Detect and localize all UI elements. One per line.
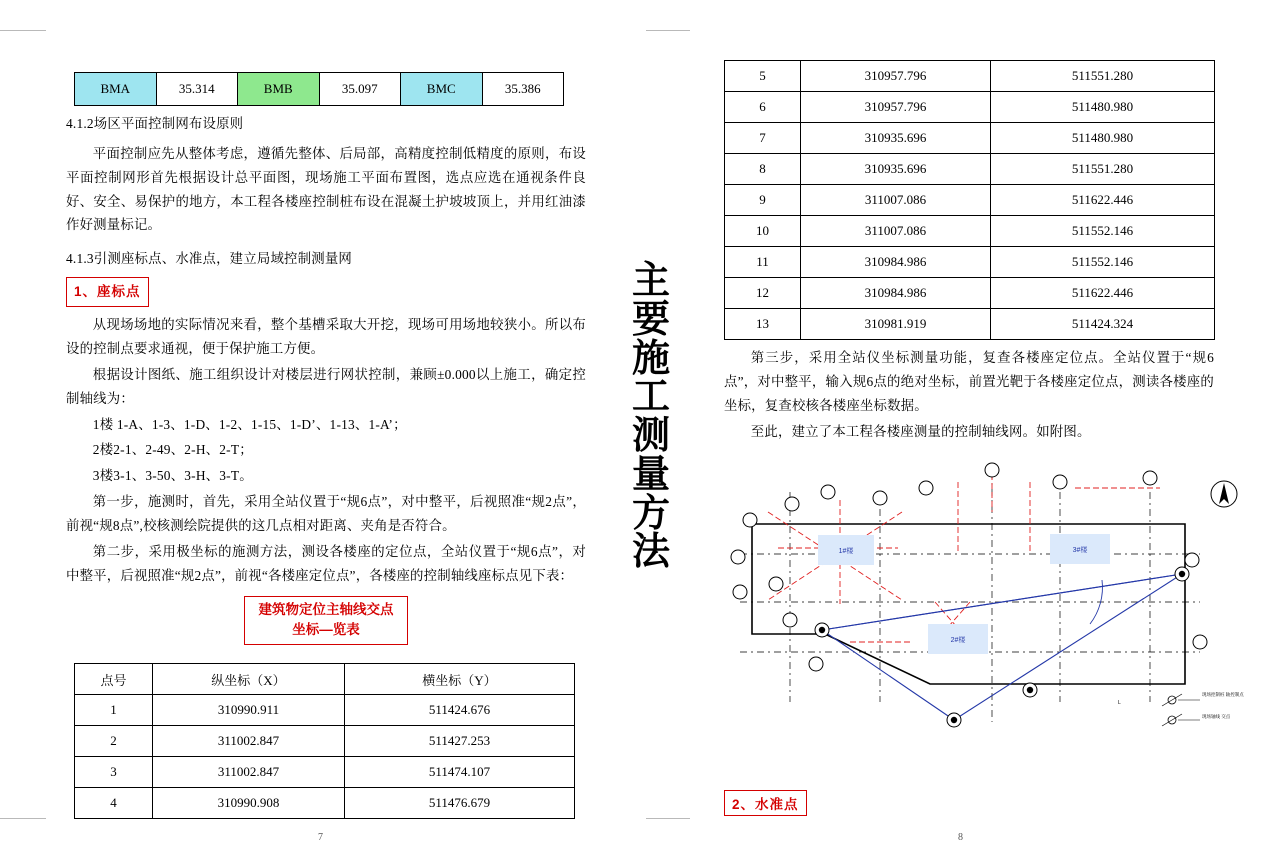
legend-text-1: 现场控制桩 轴控制点 xyxy=(1202,692,1244,697)
heading-4-1-3: 4.1.3引测座标点、水准点，建立局域控制测量网 xyxy=(66,251,353,267)
coordinate-point-label-wrap xyxy=(66,277,586,307)
cell-x: 310935.696 xyxy=(801,123,991,154)
cell-point-no: 13 xyxy=(725,309,801,340)
room-label-2: 3#楼 xyxy=(1072,547,1088,554)
axis-building-2: 2楼2-1、2-49、2-H、2-T； xyxy=(92,442,253,458)
cell-point-no: 4 xyxy=(75,788,153,819)
table-row xyxy=(725,154,1215,185)
cell-point-no: 11 xyxy=(725,247,801,278)
bm-a-label: BMA xyxy=(75,73,157,106)
coordinate-point-redbox: 1、座标点 xyxy=(66,277,149,307)
paragraph-step-1: 第一步，施测时，首先，采用全站仪置于“规6点”，对中整平，后视照准“规2点”，前视“规8点”,校核测绘院提供的这几点相对距离、夹角是否符合。 xyxy=(66,494,586,534)
right-page xyxy=(690,0,1284,848)
table-row xyxy=(725,309,1215,340)
cell-x: 310981.919 xyxy=(801,309,991,340)
cell-x: 310984.986 xyxy=(801,278,991,309)
cell-y: 511476.679 xyxy=(345,788,575,819)
paragraph-site-condition: 从现场场地的实际情况来看，整个基槽采取大开挖，现场可用场地较狭小。所以布设的控制点要求通视，便于保护施工方便。 xyxy=(66,317,586,357)
col-header-y: 横坐标（Y） xyxy=(345,664,575,695)
benchmark-table xyxy=(74,72,564,106)
coord-table-title xyxy=(244,596,408,646)
cell-y: 511552.146 xyxy=(991,247,1215,278)
compass-icon xyxy=(1211,481,1237,507)
axis-building-3: 3楼3-1、3-50、3-H、3-T。 xyxy=(92,468,253,484)
cell-y: 511480.980 xyxy=(991,123,1215,154)
cell-x: 310990.908 xyxy=(153,788,345,819)
table-row xyxy=(725,247,1215,278)
right-page-body xyxy=(724,346,1214,445)
cell-y: 511552.146 xyxy=(991,216,1215,247)
spine-char: 量 xyxy=(631,453,670,496)
paragraph-step-2: 第二步，采用极坐标的施测方法，测设各楼座的定位点，全站仪置于“规6点”，对中整平，后视照准“规2点”，前视“各楼座定位点”，各楼座的控制轴线座标点见下表： xyxy=(66,543,586,583)
blue-sight-lines xyxy=(822,574,1182,720)
table-row xyxy=(725,123,1215,154)
cell-y: 511551.280 xyxy=(991,154,1215,185)
diagram-legend xyxy=(1118,691,1244,726)
room-blocks xyxy=(818,534,1110,654)
cell-y: 511427.253 xyxy=(345,726,575,757)
diagram-svg xyxy=(730,452,1260,782)
legend-note: L xyxy=(1118,700,1121,706)
spine-char: 主 xyxy=(631,260,670,302)
spine-char: 施 xyxy=(631,337,670,380)
table-row xyxy=(725,92,1215,123)
left-coordinate-table xyxy=(74,663,575,819)
cell-point-no: 2 xyxy=(75,726,153,757)
paragraph-plane-control: 平面控制应先从整体考虑，遵循先整体、后局部，高精度控制低精度的原则，布设平面控制网形首先根据设计总平面图，现场施工平面布置图，选点应选在通视条件良好、安全、易保护的地方，本工程各楼座控制桩布设在混凝土护坡坡顶上，并用红油漆作好测量标记。 xyxy=(66,145,586,233)
table-header-row xyxy=(75,664,575,695)
spine-char: 方 xyxy=(631,492,670,535)
left-page-number: 7 xyxy=(318,832,323,843)
cell-y: 511551.280 xyxy=(991,61,1215,92)
room-label-1: 1#楼 xyxy=(838,548,854,555)
cell-y: 511480.980 xyxy=(991,92,1215,123)
bm-a-value: 35.314 xyxy=(156,73,238,106)
spine-char: 要 xyxy=(631,298,670,341)
control-point-markers xyxy=(731,463,1207,727)
cell-point-no: 1 xyxy=(75,695,153,726)
table-row xyxy=(725,216,1215,247)
bm-c-label: BMC xyxy=(401,73,483,106)
table-row xyxy=(75,726,575,757)
cell-y: 511424.324 xyxy=(991,309,1215,340)
bm-c-value: 35.386 xyxy=(482,73,564,106)
cell-x: 311007.086 xyxy=(801,216,991,247)
spine-char: 法 xyxy=(631,531,670,574)
station-markers xyxy=(819,571,1185,723)
cell-x: 310957.796 xyxy=(801,92,991,123)
cell-point-no: 6 xyxy=(725,92,801,123)
cell-point-no: 8 xyxy=(725,154,801,185)
cell-x: 310990.911 xyxy=(153,695,345,726)
cell-x: 311002.847 xyxy=(153,726,345,757)
right-page-number: 8 xyxy=(958,832,963,843)
cell-x: 310957.796 xyxy=(801,61,991,92)
cell-point-no: 3 xyxy=(75,757,153,788)
coord-table-title-line2: 坐标—览表 xyxy=(292,621,360,637)
table-row xyxy=(725,185,1215,216)
cell-point-no: 5 xyxy=(725,61,801,92)
col-header-x: 纵坐标（X） xyxy=(153,664,345,695)
cell-point-no: 10 xyxy=(725,216,801,247)
cell-y: 511622.446 xyxy=(991,278,1215,309)
bm-b-value: 35.097 xyxy=(319,73,401,106)
left-page-body xyxy=(66,112,586,651)
cell-point-no: 7 xyxy=(725,123,801,154)
levelling-point-redbox: 2、水准点 xyxy=(724,790,807,816)
table-row xyxy=(75,73,564,106)
paragraph-control-axis: 根据设计图纸、施工组织设计对楼层进行网状控制，兼顾±0.000以上施工，确定控制轴线为： xyxy=(66,366,586,406)
col-header-point-no: 点号 xyxy=(75,664,153,695)
room-label-3: 2#楼 xyxy=(950,637,966,644)
cell-point-no: 12 xyxy=(725,278,801,309)
axis-building-1: 1楼 1-A、1-3、1-D、1-2、1-15、1-D’、1-13、1-A’； xyxy=(92,416,407,432)
levelling-point-label-wrap xyxy=(724,790,807,816)
cell-point-no: 9 xyxy=(725,185,801,216)
table-row xyxy=(725,61,1215,92)
cell-x: 311007.086 xyxy=(801,185,991,216)
paragraph-step-3: 第三步，采用全站仪坐标测量功能，复查各楼座定位点。全站仪置于“规6点”，对中整平，输入规6点的绝对坐标，前置光靶于各楼座定位点，测读各楼座的坐标，复查校核各楼座坐标数据。 xyxy=(724,350,1214,413)
spine-title xyxy=(622,262,680,572)
cell-y: 511424.676 xyxy=(345,695,575,726)
spine-char: 工 xyxy=(631,376,670,419)
table-row xyxy=(725,278,1215,309)
right-coordinate-table xyxy=(724,60,1215,340)
left-page xyxy=(46,0,646,848)
paragraph-conclusion: 至此，建立了本工程各楼座测量的控制轴线网。如附图。 xyxy=(750,423,1091,439)
cell-x: 311002.847 xyxy=(153,757,345,788)
table-row xyxy=(75,695,575,726)
bm-b-label: BMB xyxy=(238,73,320,106)
table-row xyxy=(75,788,575,819)
table-row xyxy=(75,757,575,788)
spine-char: 测 xyxy=(631,415,670,457)
cell-x: 310935.696 xyxy=(801,154,991,185)
legend-text-2: 现场轴线 交点 xyxy=(1202,714,1231,719)
heading-4-1-2: 4.1.2场区平面控制网布设原则 xyxy=(66,116,244,131)
control-network-diagram xyxy=(730,452,1260,782)
coord-table-title-line1: 建筑物定位主轴线交点 xyxy=(258,601,394,617)
cell-y: 511622.446 xyxy=(991,185,1215,216)
cell-x: 310984.986 xyxy=(801,247,991,278)
cell-y: 511474.107 xyxy=(345,757,575,788)
